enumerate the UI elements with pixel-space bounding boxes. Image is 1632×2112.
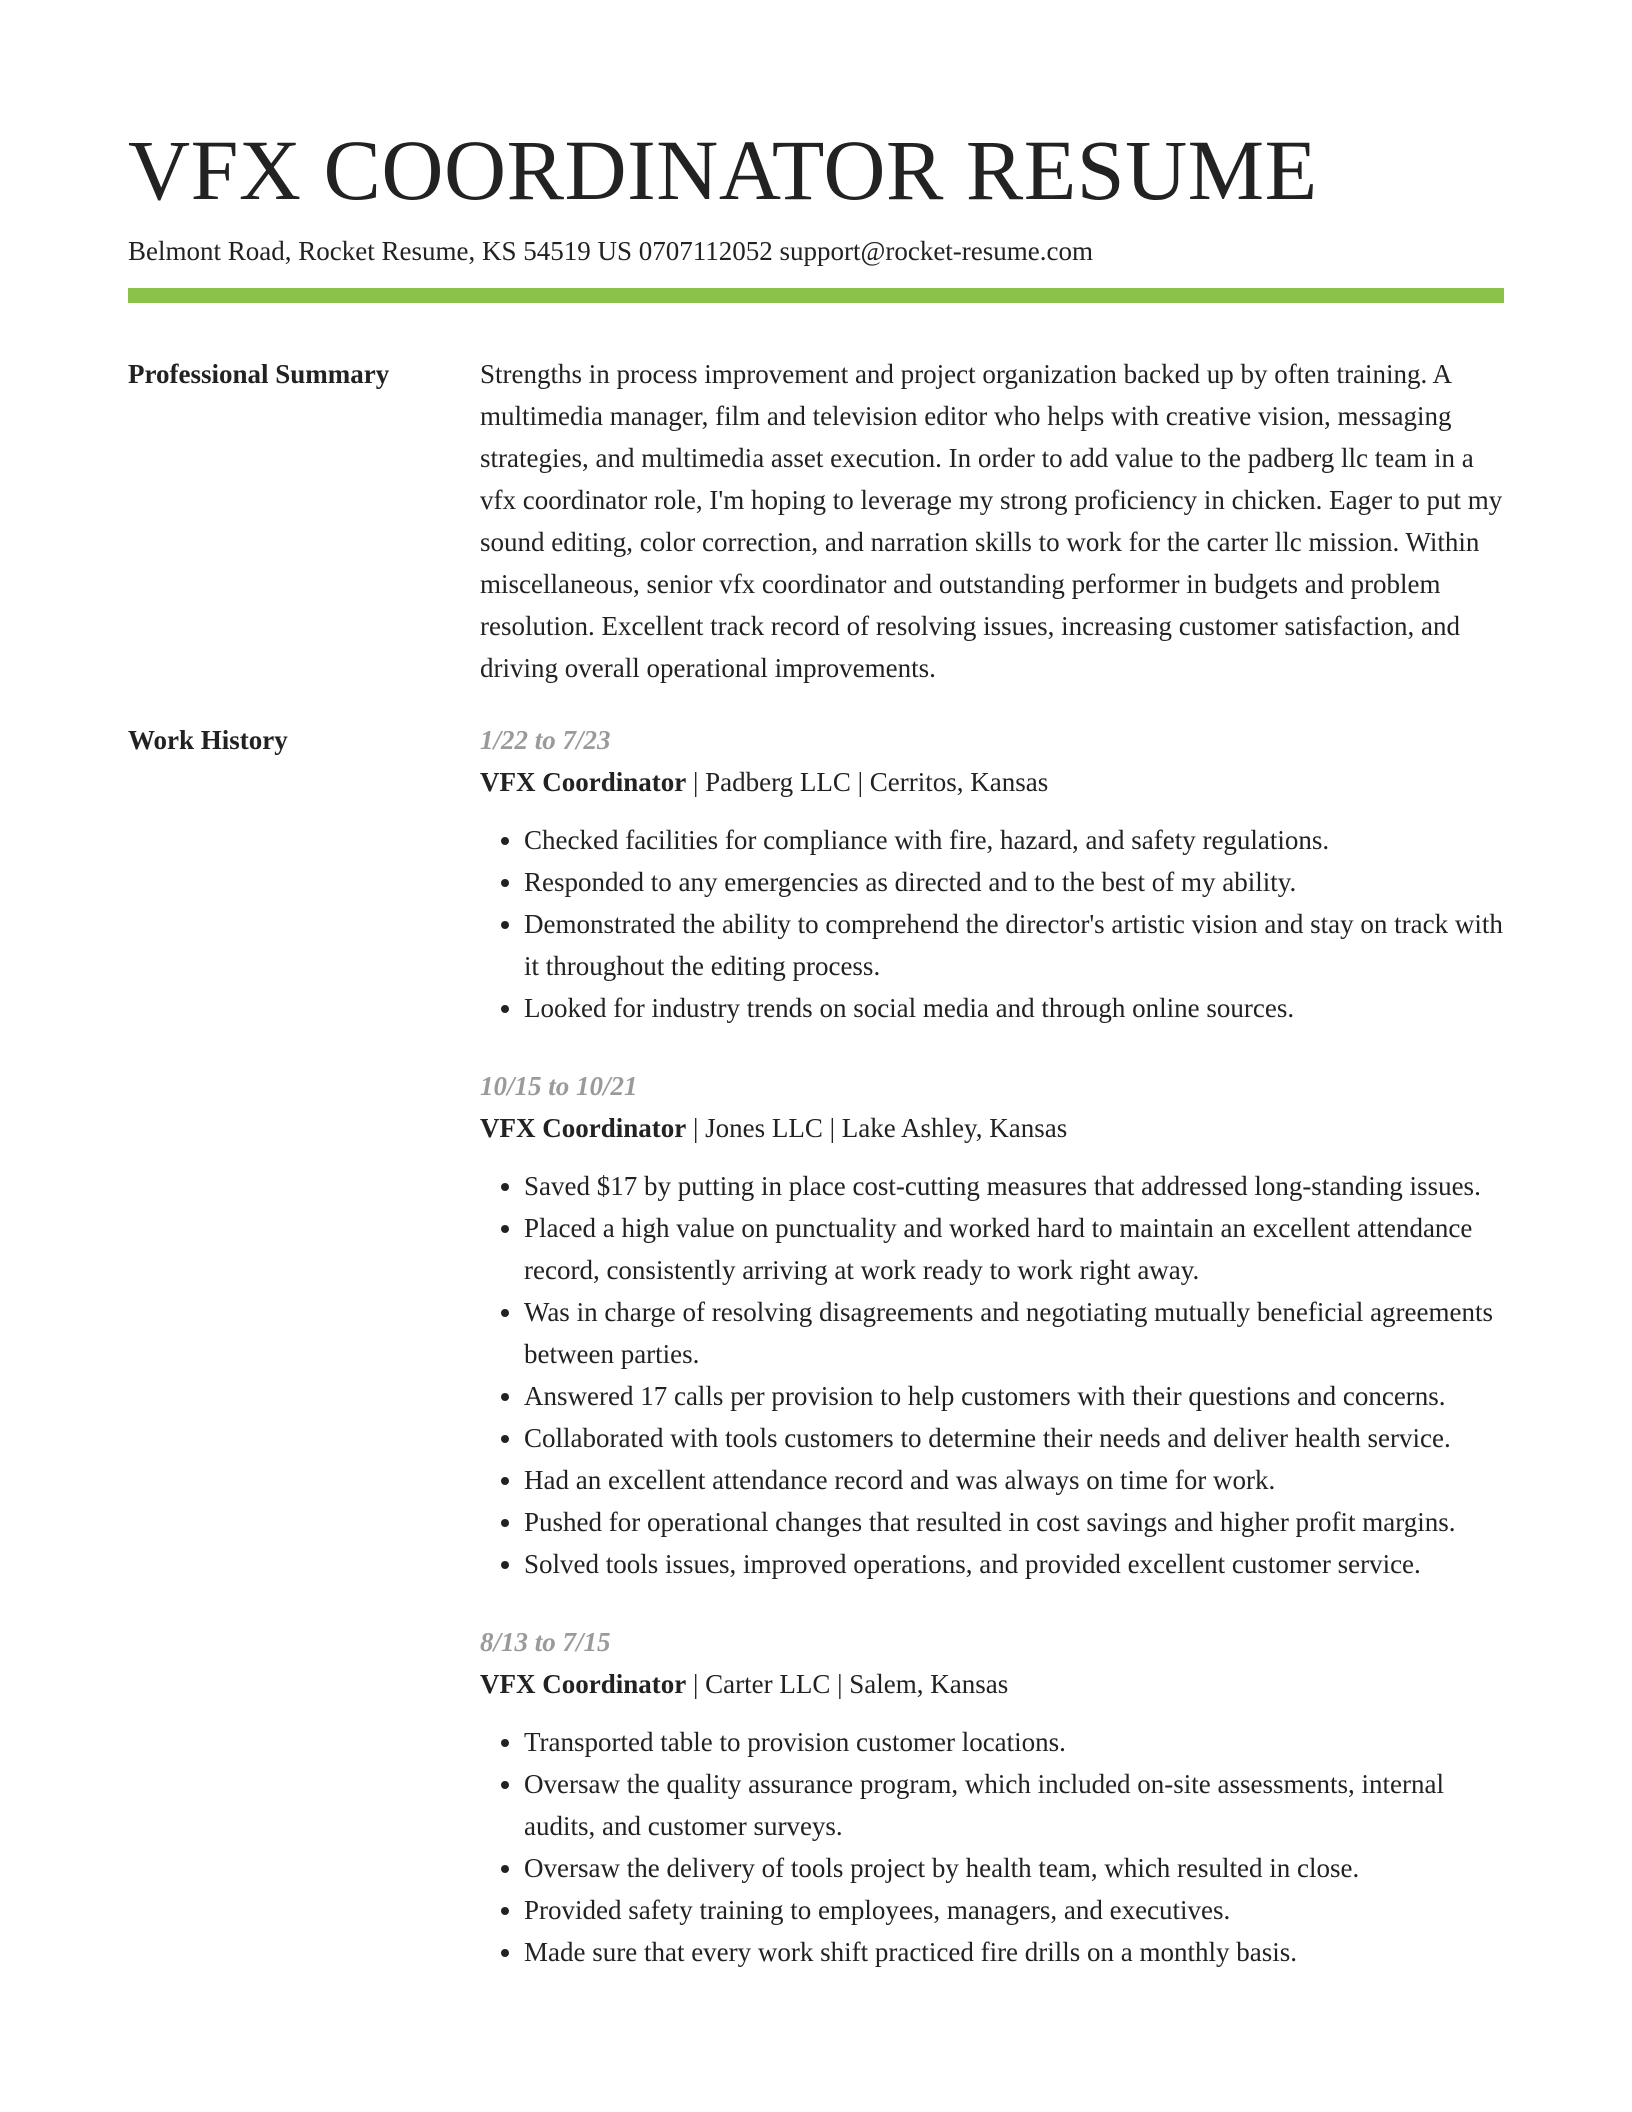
job-bullet: • Demonstrated the ability to comprehend the director's artistic vision and stay on track with it throughout the editing process.	[524, 903, 1504, 987]
job-bullet: • Pushed for operational changes that resulted in cost savings and higher profit margins.	[524, 1501, 1504, 1543]
job-title: VFX Coordinator	[480, 767, 687, 797]
job-dates: 10/15 to 10/21	[480, 1071, 638, 1101]
job-heading	[480, 1107, 1504, 1149]
job-dates: 8/13 to 7/15	[480, 1627, 611, 1657]
job-bullet: • Had an excellent attendance record and was always on time for work.	[524, 1459, 1504, 1501]
job-bullet: • Responded to any emergencies as directed and to the best of my ability.	[524, 861, 1504, 903]
contact-line: Belmont Road, Rocket Resume, KS 54519 US 0707112052 support@rocket-resume.com	[128, 236, 1093, 266]
job-bullet: • Collaborated with tools customers to determine their needs and deliver health service.	[524, 1417, 1504, 1459]
work-history-section	[128, 719, 1504, 2009]
job-bullet-list	[480, 819, 1504, 1029]
resume-page	[128, 0, 1504, 2009]
resume-title: VFX COORDINATOR RESUME	[128, 122, 1318, 218]
job-details: | Padberg LLC | Cerritos, Kansas	[686, 767, 1049, 797]
job-bullet: • Oversaw the delivery of tools project by health team, which resulted in close.	[524, 1847, 1504, 1889]
job-bullet: • Placed a high value on punctuality and worked hard to maintain an excellent attendance record, consistently arriving at work ready to work right away.	[524, 1207, 1504, 1291]
job-title: VFX Coordinator	[480, 1113, 687, 1143]
job-bullet-list	[480, 1721, 1504, 1973]
job-heading	[480, 1663, 1504, 1705]
section-label-summary: Professional Summary	[128, 359, 390, 389]
job-bullet: • Looked for industry trends on social media and through online sources.	[524, 987, 1504, 1029]
job-dates: 1/22 to 7/23	[480, 725, 611, 755]
job-entry	[480, 1065, 1504, 1585]
job-bullet: • Transported table to provision customer locations.	[524, 1721, 1504, 1763]
section-label-work-history: Work History	[128, 725, 288, 755]
job-title: VFX Coordinator	[480, 1669, 687, 1699]
accent-divider	[128, 288, 1504, 303]
job-bullet: • Answered 17 calls per provision to help customers with their questions and concerns.	[524, 1375, 1504, 1417]
job-bullet: • Provided safety training to employees, managers, and executives.	[524, 1889, 1504, 1931]
work-history-body	[480, 719, 1504, 2009]
job-entry	[480, 719, 1504, 1029]
professional-summary-section	[128, 353, 1504, 689]
job-bullet: • Solved tools issues, improved operations, and provided excellent customer service.	[524, 1543, 1504, 1585]
job-bullet-list	[480, 1165, 1504, 1585]
job-details: | Jones LLC | Lake Ashley, Kansas	[686, 1113, 1068, 1143]
job-bullet: • Checked facilities for compliance with fire, hazard, and safety regulations.	[524, 819, 1504, 861]
summary-text: Strengths in process improvement and project organization backed up by often training. A multimedia manager, film and television editor who helps with creative vision, messaging strategies, and multimedia asset execution. In order to add value to the padberg llc team in a vfx coordinator role, I'm hoping to leverage my strong proficiency in chicken. Eager to put my sound editing, color correction, and narration skills to work for the carter llc mission. Within miscellaneous, senior vfx coordinator and outstanding performer in budgets and problem resolution. Excellent track record of resolving issues, increasing customer satisfaction, and driving overall operational improvements.	[480, 359, 1503, 683]
job-bullet: • Was in charge of resolving disagreements and negotiating mutually beneficial agreements between parties.	[524, 1291, 1504, 1375]
job-bullet: • Made sure that every work shift practiced fire drills on a monthly basis.	[524, 1931, 1504, 1973]
job-bullet: • Saved $17 by putting in place cost-cutting measures that addressed long-standing issues.	[524, 1165, 1504, 1207]
summary-body	[480, 353, 1504, 689]
job-bullet: • Oversaw the quality assurance program, which included on-site assessments, internal audits, and customer surveys.	[524, 1763, 1504, 1847]
job-heading	[480, 761, 1504, 803]
job-details: | Carter LLC | Salem, Kansas	[686, 1669, 1009, 1699]
job-entry	[480, 1621, 1504, 1973]
